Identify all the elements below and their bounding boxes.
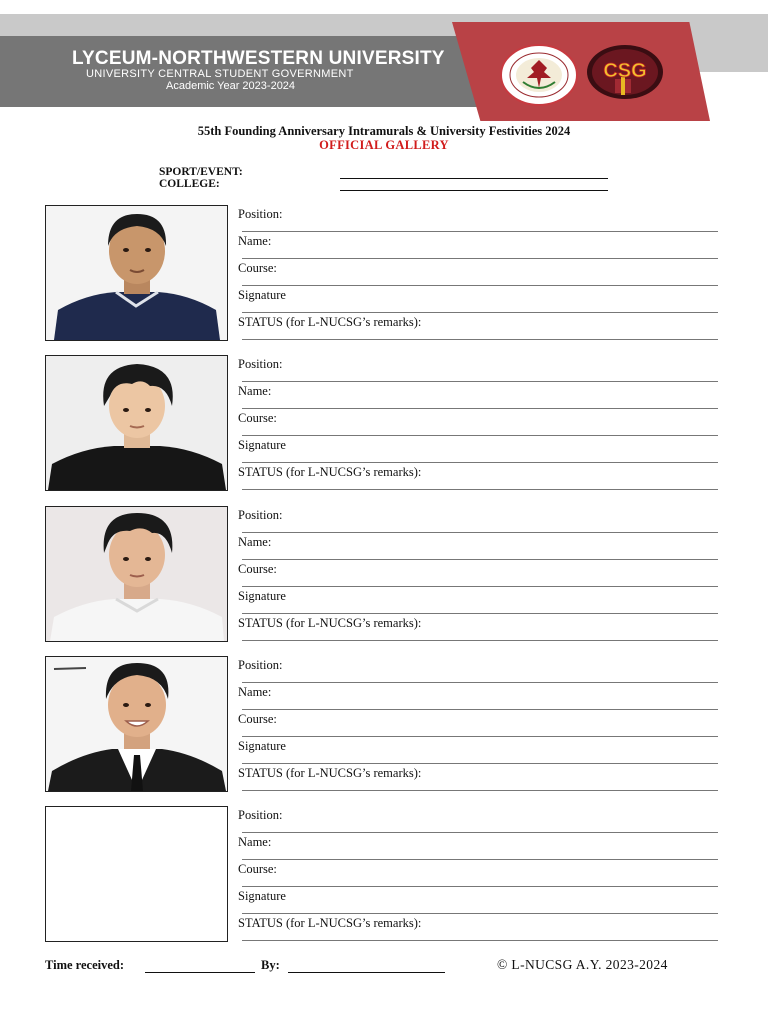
course-field[interactable]: Course: <box>238 259 718 286</box>
header-logo-panel <box>452 22 710 121</box>
gallery-entry <box>0 355 768 497</box>
university-seal-logo <box>499 44 579 106</box>
name-field[interactable]: Name: <box>238 683 718 710</box>
name-field[interactable]: Name: <box>238 533 718 560</box>
position-field[interactable]: Position: <box>238 506 718 533</box>
gallery-entry <box>0 506 768 648</box>
position-field[interactable]: Position: <box>238 656 718 683</box>
name-field[interactable]: Name: <box>238 232 718 259</box>
signature-field[interactable]: Signature <box>238 286 718 313</box>
received-by-label: By: <box>261 958 280 972</box>
status-field[interactable]: STATUS (for L-NUCSG’s remarks): <box>238 313 718 340</box>
position-field[interactable]: Position: <box>238 205 718 232</box>
status-field[interactable]: STATUS (for L-NUCSG’s remarks): <box>238 463 718 490</box>
member-photo <box>45 355 228 491</box>
sport-event-label: SPORT/EVENT: <box>159 166 243 178</box>
member-photo <box>45 506 228 642</box>
signature-field[interactable]: Signature <box>238 887 718 914</box>
event-title: 55th Founding Anniversary Intramurals & University Festivities 2024 <box>197 124 571 138</box>
academic-year: Academic Year 2023-2024 <box>166 80 296 92</box>
name-field[interactable]: Name: <box>238 833 718 860</box>
name-field[interactable]: Name: <box>238 382 718 409</box>
copyright-notice: © L-NUCSG A.Y. 2023-2024 <box>497 957 668 972</box>
signature-field[interactable]: Signature <box>238 737 718 764</box>
member-photo <box>45 205 228 341</box>
college-label: COLLEGE: <box>159 178 220 190</box>
sport-event-blank[interactable] <box>340 178 608 179</box>
student-government-name: UNIVERSITY CENTRAL STUDENT GOVERNMENT <box>86 68 354 80</box>
course-field[interactable]: Course: <box>238 860 718 887</box>
course-field[interactable]: Course: <box>238 710 718 737</box>
time-received-label: Time received: <box>45 958 125 972</box>
status-field[interactable]: STATUS (for L-NUCSG’s remarks): <box>238 614 718 641</box>
status-field[interactable]: STATUS (for L-NUCSG’s remarks): <box>238 914 718 941</box>
signature-field[interactable]: Signature <box>238 587 718 614</box>
time-received-blank[interactable] <box>145 972 255 973</box>
gallery-entry <box>0 205 768 347</box>
person-photo-icon <box>46 356 227 490</box>
position-field[interactable]: Position: <box>238 806 718 833</box>
gallery-entry <box>0 806 768 948</box>
gallery-entry <box>0 656 768 798</box>
gallery-title: OFFICIAL GALLERY <box>319 138 449 152</box>
person-photo-icon <box>46 657 227 791</box>
member-photo <box>45 656 228 792</box>
signature-field[interactable]: Signature <box>238 436 718 463</box>
received-by-blank[interactable] <box>288 972 445 973</box>
person-photo-icon <box>46 507 227 641</box>
status-field[interactable]: STATUS (for L-NUCSG’s remarks): <box>238 764 718 791</box>
member-photo-empty[interactable] <box>45 806 228 942</box>
course-field[interactable]: Course: <box>238 409 718 436</box>
college-blank[interactable] <box>340 190 608 191</box>
csg-logo-text: CSG <box>603 60 647 82</box>
course-field[interactable]: Course: <box>238 560 718 587</box>
university-name: LYCEUM-NORTHWESTERN UNIVERSITY <box>72 48 445 69</box>
csg-logo <box>585 43 669 101</box>
position-field[interactable]: Position: <box>238 355 718 382</box>
person-photo-icon <box>46 206 227 340</box>
